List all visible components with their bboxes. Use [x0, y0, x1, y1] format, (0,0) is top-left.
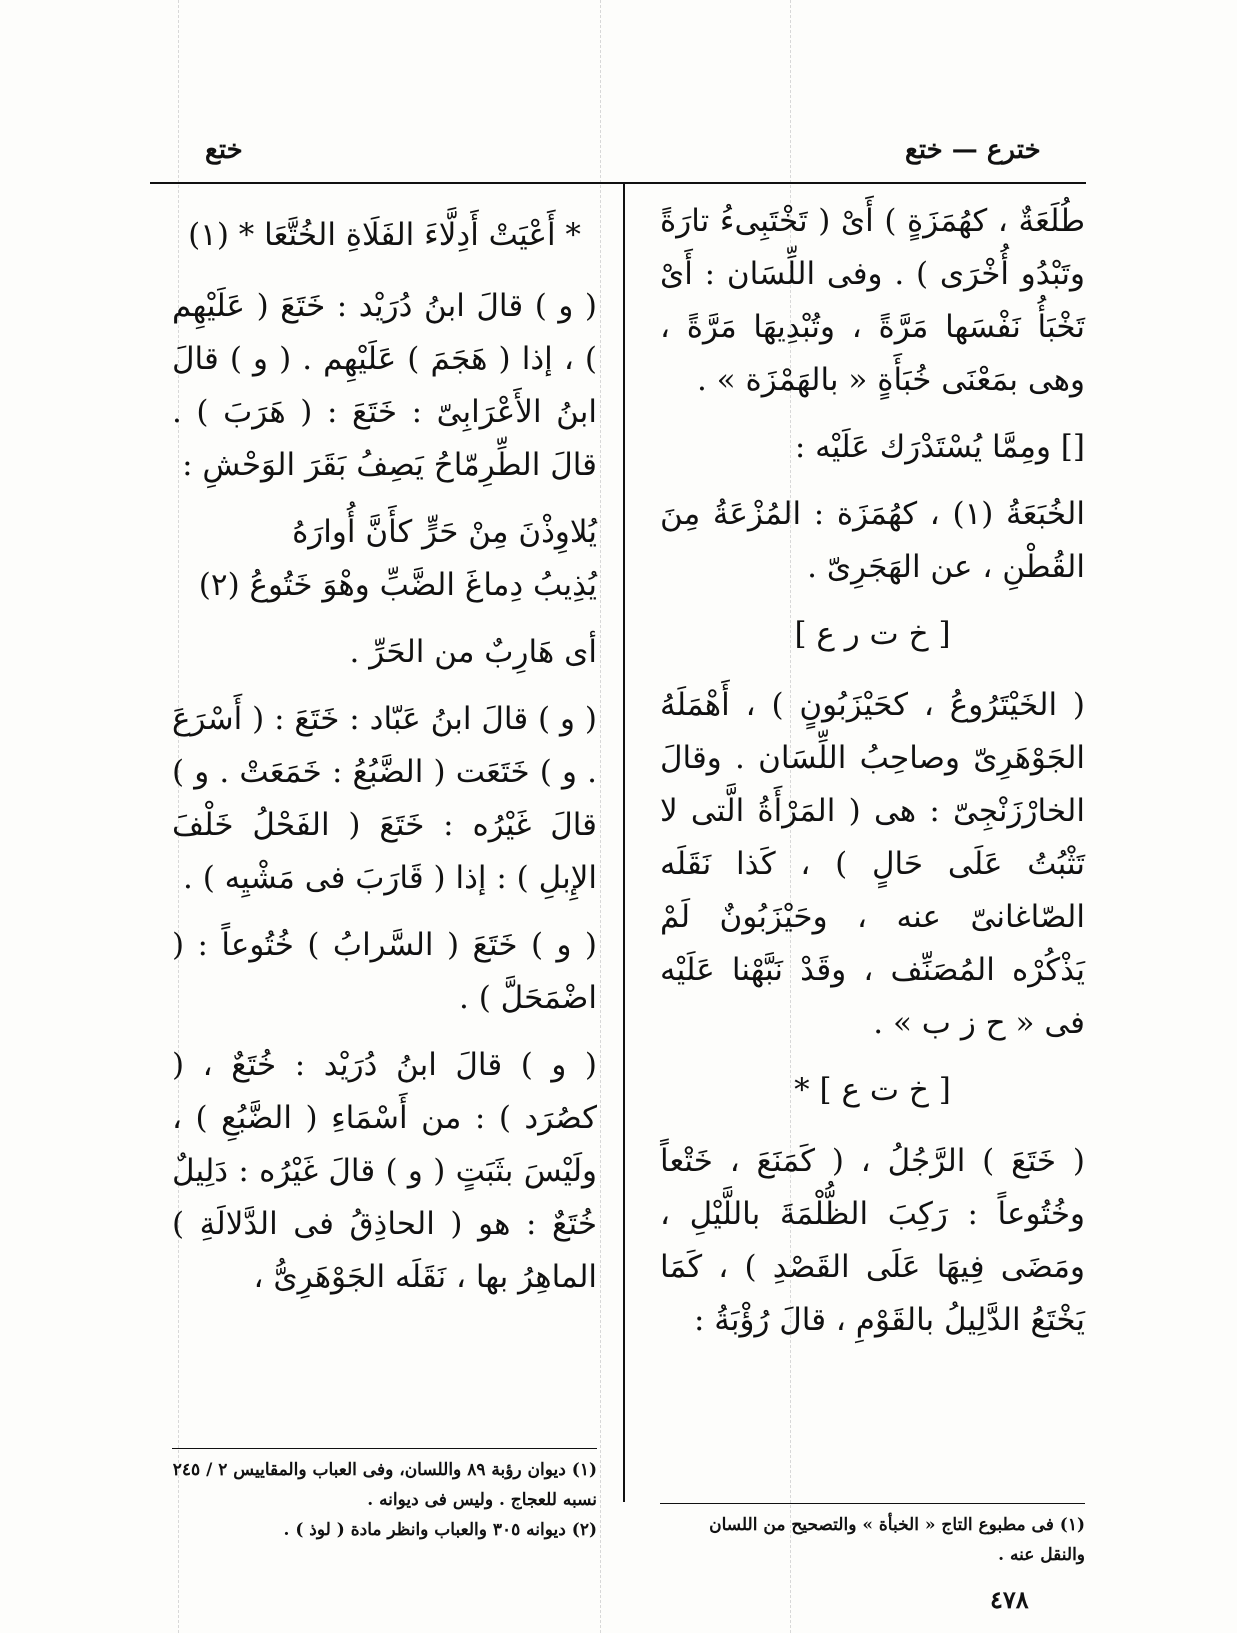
running-head-right: خترع — ختع: [905, 135, 1041, 165]
paragraph: ( و ) خَتَعَ ( السَّرابُ ) خُتُوعاً : ( اضْمَحَلَّ ) .: [172, 927, 597, 1016]
footnote-rule: [660, 1503, 1085, 1504]
paragraph: ( و ) قالَ ابنُ دُرَيْد : خَتَعَ ( عَلَيْهِم ) ، إذا ( هَجَمَ ) عَلَيْهِم . ( و ) قالَ ابنُ الأَعْرَابِىّ : خَتَعَ : ( هَرَبَ ) . قالَ الطِّرِمّاحُ يَصِفُ بَقَرَ الوَحْشِ :: [172, 288, 597, 483]
page-number: ٤٧٨: [990, 1585, 1029, 1614]
paragraph: طُلَعَةٌ ، كهُمَزَةٍ ) أَىْ ( تَخْتَبِىءُ تارَةً وتَبْدُو أُخْرَى ) . وفى اللِّسَان : أَىْ تَخْبَأُ نَفْسَها مَرَّةً ، وتُبْدِيهَا مَرَّةً ، وهى بمَعْنَى خُبَأَةٍ « بالهَمْزَة » .: [660, 203, 1085, 398]
paragraph: الخُبَعَةُ (١) ، كهُمَزَة : المُزْعَةُ مِنَ القُطْنِ ، عن الهَجَرِىّ .: [660, 496, 1085, 585]
paragraph: ( و ) قالَ ابنُ دُرَيْد : خُتَعٌ ، ( كصُرَد ) : من أَسْمَاءِ ( الضَّبُعِ ) ، ولَيْسَ بثَبَتٍ ( و ) قالَ غَيْرُه : دَلِيلٌ خُتَعٌ : هو ( الحاذِقُ فى الدَّلالَةِ ) الماهِرُ بها ، نَقَلَه الجَوْهَرِىُّ ،: [172, 1047, 597, 1295]
paragraph: ( و ) قالَ ابنُ عَبّاد : خَتَعَ : ( أَسْرَعَ . و ) خَتَعَت ( الضَّبُعُ : خَمَعَتْ . و ) قالَ غَيْرُه : خَتَعَ ( الفَحْلُ خَلْفَ الإِبلِ ) : إذا ( قَارَبَ فى مَشْيِه ) .: [172, 701, 597, 896]
running-head-left: ختع: [205, 135, 243, 165]
paragraph: [] ومِمَّا يُسْتَدْرَك عَلَيْه :: [794, 429, 1085, 465]
footnotes-left: [172, 1455, 597, 1545]
column-divider: [623, 182, 625, 1502]
footnote: (٢) ديوانه ٣٠٥ والعباب وانظر مادة ( لوذ ) .: [283, 1520, 597, 1540]
paragraph: أى هَارِبٌ من الحَرِّ .: [349, 634, 597, 670]
footnotes-right: [660, 1510, 1085, 1570]
entry-heading: [ خ ت ر ع ]: [794, 616, 951, 652]
right-column: [660, 195, 1085, 1361]
footnote-rule: [172, 1448, 597, 1449]
header-rule: [150, 182, 1086, 184]
verse-line: يُلاوِذْنَ مِنْ حَرٍّ كأَنَّ أُوارَهُ: [292, 514, 597, 550]
verse-line: يُذِيبُ دِماغَ الضَّبِّ وهْوَ خَتُوعُ (٢): [198, 567, 597, 603]
scan-guide-line: [600, 0, 601, 1633]
left-column: [172, 195, 597, 1318]
footnote: (١) ديوان رؤبة ٨٩ واللسان، وفى العباب والمقاييس ٢ / ٢٤٥ نسبه للعجاج . وليس فى ديوانه .: [172, 1460, 597, 1510]
verse: * أَعْيَتْ أَدِلَّاءَ الفَلَاةِ الخُتَّعَا * (١): [188, 217, 581, 253]
paragraph: ( خَتَعَ ) الرَّجُلُ ، ( كَمَنَعَ ، خَتْعاً وخُتُوعاً : رَكِبَ الظُّلْمَةَ باللَّيْلِ ، ومَضَى فِيهَا عَلَى القَصْدِ ) ، كَمَا يَخْتَعُ الدَّلِيلُ بالقَوْمِ ، قالَ رُؤْبَةُ :: [660, 1143, 1085, 1338]
paragraph: ( الخَيْتَرُوعُ ، كحَيْزَبُونٍ ) ، أَهْمَلَهُ الجَوْهَرِىّ وصاحِبُ اللِّسَان . وقالَ الخارْزَنْجِىّ : هى ( المَرْأَةُ الَّتى لا تَثْبُتُ عَلَى حَالٍ ) ، كَذا نَقَلَه الصّاغانىّ عنه ، وحَيْزَبُونٌ لَمْ يَذْكُرْه المُصَنِّف ، وقَدْ نَبَّهْنا عَلَيْه فى « ح ز ب » .: [660, 687, 1085, 1041]
verse: [172, 506, 597, 612]
entry-heading: [ خ ت ع ] *: [794, 1072, 951, 1108]
footnote: (١) فى مطبوع التاج « الخبأة » والتصحيح من اللسان والنقل عنه .: [709, 1515, 1085, 1565]
